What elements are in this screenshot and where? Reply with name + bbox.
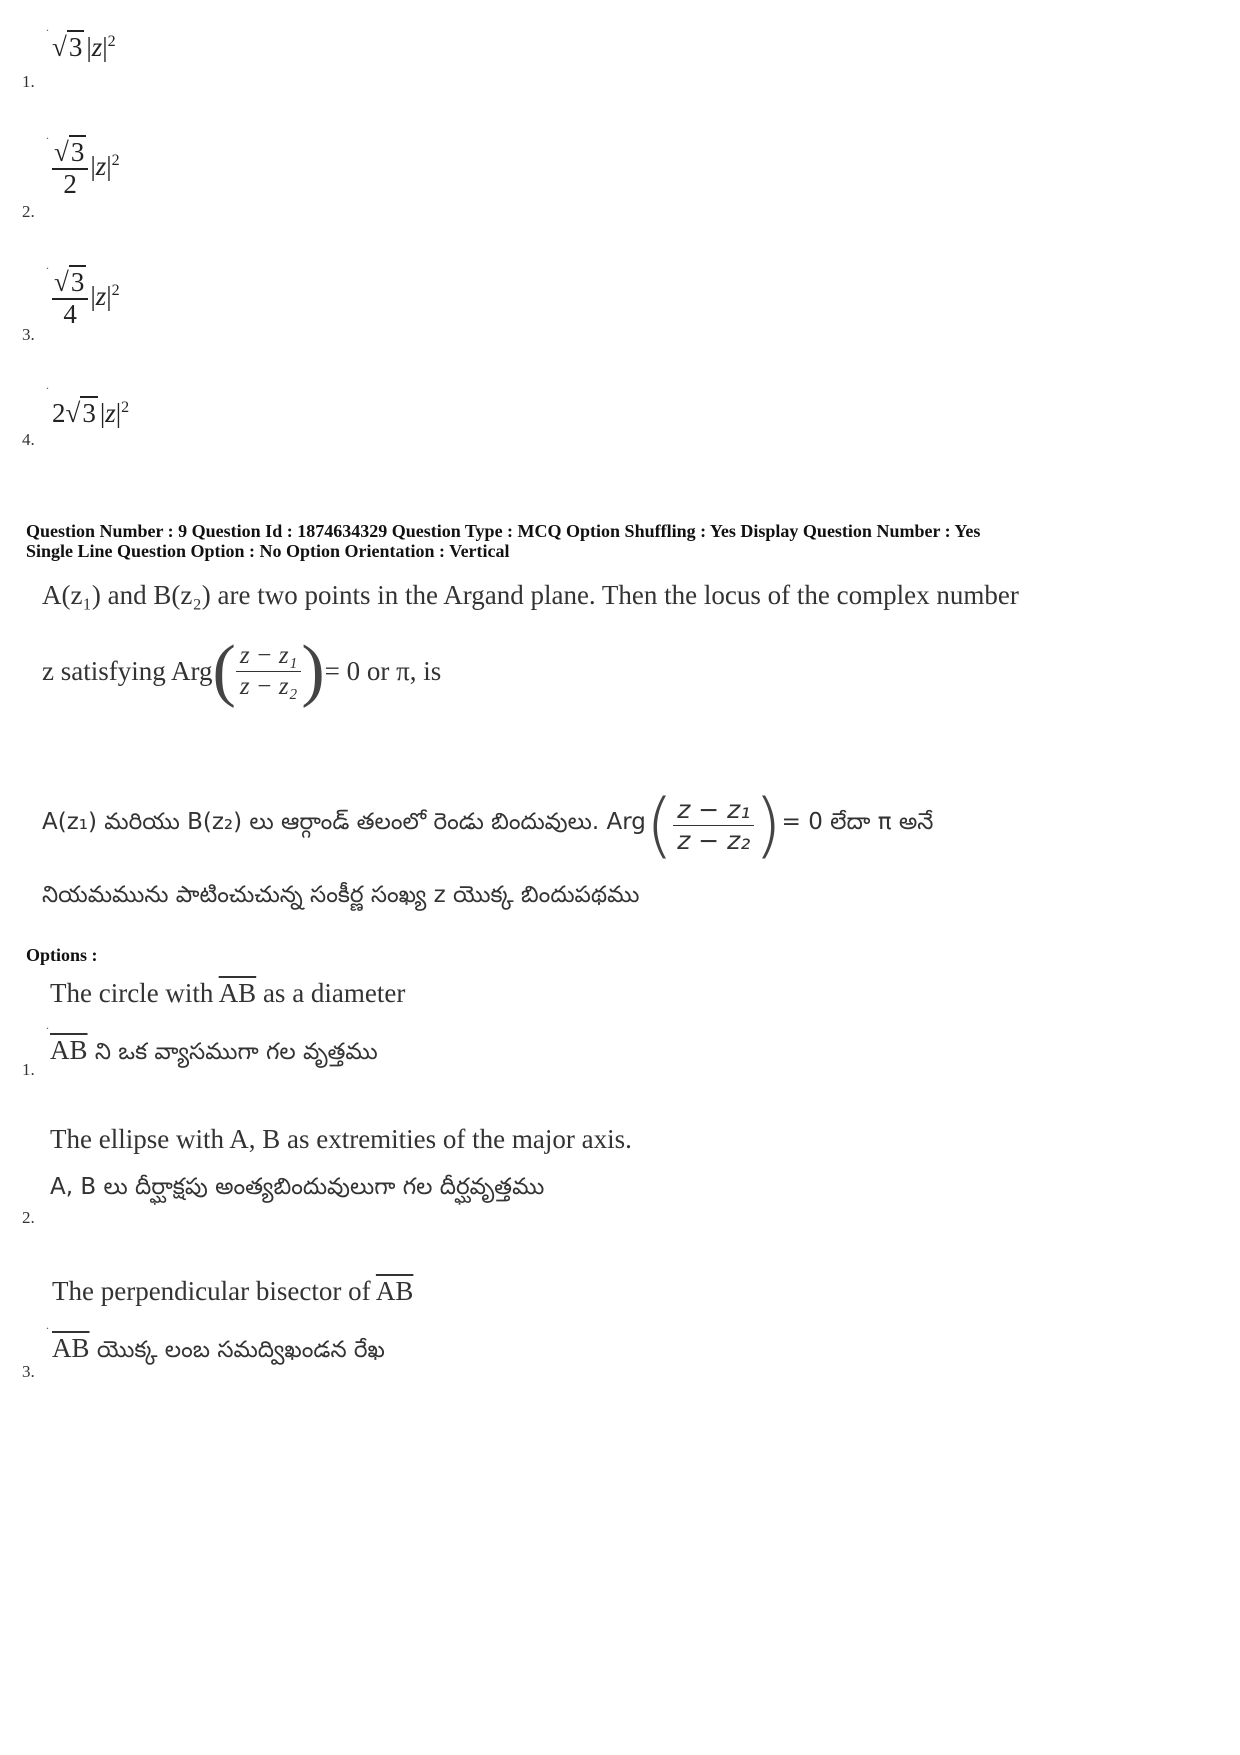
- option-2-text-en: The ellipse with A, B as extremities of the major axis.: [50, 1124, 632, 1154]
- right-paren: ): [754, 784, 782, 866]
- option-1-number: 1.: [22, 1060, 35, 1079]
- option-marker: .: [46, 1018, 49, 1032]
- prev-option-1-number: 1.: [22, 72, 35, 91]
- question-text-en-line2: [42, 632, 442, 709]
- prev-option-2-number: 2.: [22, 202, 35, 221]
- right-paren: ): [301, 632, 325, 709]
- arg-fraction-numerator: z − z₁: [236, 641, 302, 672]
- question-te-prefix: A(z₁) మరియు B(z₂) లు ఆర్గాండ్ తలంలో రెండు బిందువులు. Arg: [42, 809, 646, 835]
- prev-option-4-math: 2√3 $|z|^2$: [52, 398, 130, 428]
- question-te-suffix: = 0 లేదా π అనే: [781, 809, 934, 835]
- arg-fraction-te: [673, 795, 754, 856]
- arg-fraction-denominator: z − z₂: [239, 672, 298, 700]
- question-en-prefix: z satisfying Arg: [42, 655, 213, 686]
- arg-fraction: [236, 641, 302, 702]
- option-3-number: 3.: [22, 1362, 35, 1381]
- option-marker: .: [46, 20, 49, 34]
- question-meta-line1: Question Number : 9 Question Id : 1874634329 Question Type : MCQ Option Shuffling : Yes Display Question Number : Yes: [26, 521, 981, 541]
- prev-option-3-number: 3.: [22, 325, 35, 344]
- option-marker: .: [46, 128, 49, 142]
- question-text-te-line1: [42, 784, 934, 866]
- arg-fraction-te-numerator: z − z₁: [673, 795, 754, 826]
- option-3-text-te: $\overline{AB}$ యొక్క లంబ సమద్విఖండన రేఖ: [52, 1333, 385, 1363]
- option-3-text-en: The perpendicular bisector of $\overline{AB}$: [52, 1276, 414, 1306]
- option-2-number: 2.: [22, 1208, 35, 1227]
- arg-fraction-te-denominator: z − z₂: [677, 825, 751, 855]
- option-marker: .: [46, 378, 49, 392]
- prev-option-2-math: $\frac{√3}{2}$ $|z|^2$: [54, 137, 120, 199]
- question-en-suffix: = 0 or π, is: [324, 655, 442, 686]
- question-text-te-line2: నియమమును పాటించుచున్న సంకీర్ణ సంఖ్య z యొక్క బిందుపథము: [42, 882, 640, 908]
- question-meta: [26, 521, 980, 561]
- question-text-en-line1: A(z₁) and B(z₂) are two points in the Argand plane. Then the locus of the complex number: [42, 580, 1019, 610]
- prev-option-1-math: √3 $|z|^2$: [52, 32, 116, 62]
- options-label: Options :: [26, 945, 98, 965]
- left-paren: (: [212, 632, 236, 709]
- option-1-text-te: $\overline{AB}$ ని ఒక వ్యాసముగా గల వృత్తము: [50, 1035, 378, 1065]
- option-2-text-te: A, B లు దీర్ఘాక్షపు అంత్యబిందువులుగా గల దీర్ఘవృత్తము: [50, 1174, 545, 1200]
- left-paren: (: [645, 784, 674, 866]
- option-marker: .: [46, 1318, 49, 1332]
- prev-option-3-math: $\frac{√3}{4}$ $|z|^2$: [54, 267, 120, 329]
- option-1-text-en: The circle with $\overline{AB}$ as a diameter: [50, 978, 406, 1008]
- question-meta-line2: Single Line Question Option : No Option Orientation : Vertical: [26, 541, 510, 561]
- prev-option-4-number: 4.: [22, 430, 35, 449]
- option-marker: .: [46, 258, 49, 272]
